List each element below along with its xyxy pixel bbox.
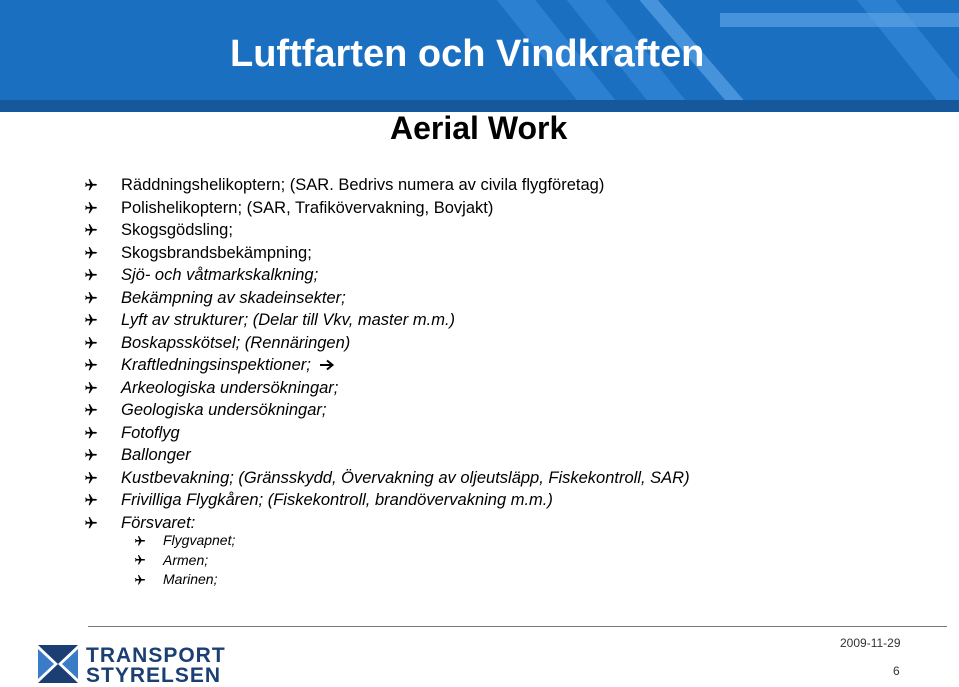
footer-divider [88,626,947,627]
list-item: Frivilliga Flygkåren; (Fiskekontroll, brandövervakning m.m.) [80,489,690,512]
airplane-icon [80,178,121,192]
list-item: Fotoflyg [80,422,690,445]
list-item: Räddningshelikoptern; (SAR. Bedrivs numera av civila flygföretag) [80,174,690,197]
footer-date: 2009-11-29 [840,636,901,650]
airplane-icon [80,291,121,305]
list-item: Bekämpning av skadeinsekter; [80,287,690,310]
list-item: Ballonger [80,444,690,467]
airplane-icon [80,381,121,395]
list-item: Geologiska undersökningar; [80,399,690,422]
logo-line1: TRANSPORT [86,644,226,667]
airplane-icon [80,493,121,507]
airplane-icon [80,268,121,282]
airplane-icon [80,403,121,417]
sub-bullet-list [131,531,235,590]
list-item: Sjö- och våtmarkskalkning; [80,264,690,287]
list-item: Försvaret: [80,512,690,535]
airplane-icon [80,223,121,237]
airplane-icon [80,336,121,350]
list-item: Boskapsskötsel; (Rennäringen) [80,332,690,355]
airplane-icon [80,246,121,260]
right-arrow-icon [319,359,335,371]
airplane-icon [80,471,121,485]
airplane-icon [80,201,121,215]
list-item: Kustbevakning; (Gränsskydd, Övervakning av oljeutsläpp, Fiskekontroll, SAR) [80,467,690,490]
slide-subtitle: Aerial Work [390,110,568,146]
list-item: Flygvapnet; [131,531,235,551]
airplane-icon [131,554,163,566]
logo-wordmark [86,646,226,686]
list-item: Lyft av strukturer; (Delar till Vkv, master m.m.) [80,309,690,332]
list-item: Armen; [131,551,235,571]
list-item: Kraftledningsinspektioner; [80,354,690,377]
header-banner [0,0,959,112]
list-item: Polishelikoptern; (SAR, Trafikövervakning, Bovjakt) [80,197,690,220]
list-item: Arkeologiska undersökningar; [80,377,690,400]
airplane-icon [80,313,121,327]
airplane-icon [80,358,121,372]
airplane-icon [80,426,121,440]
list-item: Skogsgödsling; [80,219,690,242]
bullet-list [80,174,690,534]
transportstyrelsen-logo-icon [38,645,78,683]
airplane-icon [131,574,163,586]
page-number: 6 [893,664,900,678]
list-item: Marinen; [131,570,235,590]
airplane-icon [80,516,121,530]
logo-line2: STYRELSEN [86,664,222,687]
list-item: Skogsbrandsbekämpning; [80,242,690,265]
airplane-icon [131,535,163,547]
slide-title: Luftfarten och Vindkraften [230,33,705,75]
airplane-icon [80,448,121,462]
